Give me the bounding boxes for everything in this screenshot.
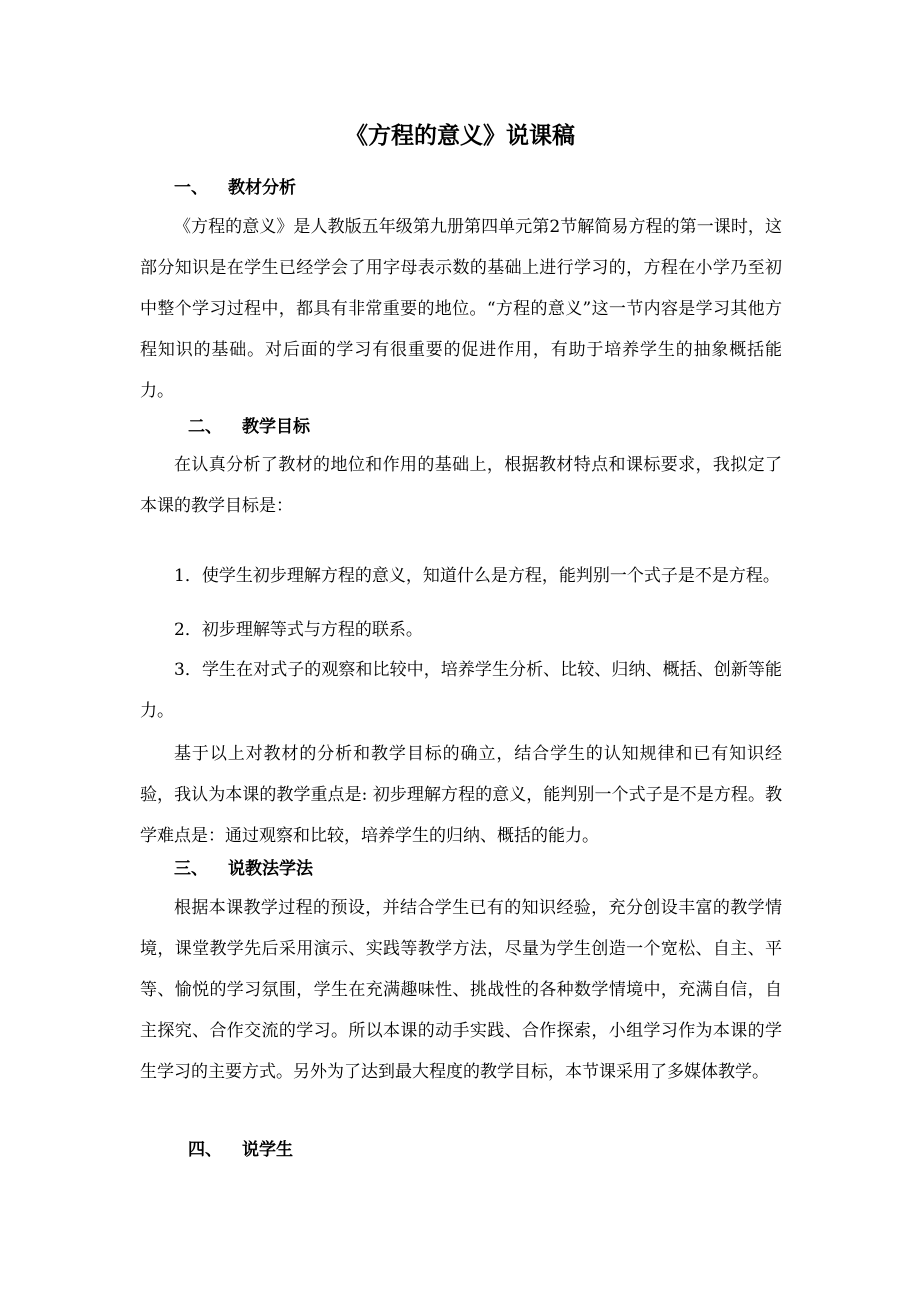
section-heading-3 [174, 855, 313, 883]
list-item: 1．使学生初步理解方程的意义，知道什么是方程，能判别一个式子是不是方程。 [174, 566, 780, 586]
section-heading-2 [188, 413, 310, 441]
section-title: 说教法学法 [228, 859, 313, 879]
section-heading-1 [174, 174, 296, 202]
section-number: 二、 [188, 417, 222, 437]
section-title: 教学目标 [242, 417, 310, 437]
section-heading-4 [188, 1136, 293, 1164]
section-number: 四、 [188, 1140, 222, 1160]
section-title: 说学生 [242, 1140, 293, 1160]
section-number: 三、 [174, 859, 208, 879]
list-item: 3．学生在对式子的观察和比较中，培养学生分析、比较、归纳、概括、创新等能力。 [140, 660, 782, 721]
section-number: 一、 [174, 178, 208, 198]
section-title: 教材分析 [228, 178, 296, 198]
paragraph: 《方程的意义》是人教版五年级第九册第四单元第2节解简易方程的第一课时，这部分知识是在学生已经学会了用字母表示数的基础上进行学习的，方程在小学乃至初中整个学习过程中，都具有非常重要的地位。“方程的意义”这一节内容是学习其他方程知识的基础。对后面的学习有很重要的促进作用，有助于培养学生的抽象概括能力。 [140, 217, 782, 401]
paragraph: 根据本课教学过程的预设，并结合学生已有的知识经验，充分创设丰富的教学情境，课堂教学先后采用演示、实践等教学方法，尽量为学生创造一个宽松、自主、平等、愉悦的学习氛围，学生在充满趣味性、挑战性的各种数学情境中，充满自信，自主探究、合作交流的学习。所以本课的动手实践、合作探索，小组学习作为本课的学生学习的主要方式。另外为了达到最大程度的教学目标，本节课采用了多媒体教学。 [140, 898, 782, 1082]
list-item: 2．初步理解等式与方程的联系。 [174, 620, 423, 640]
paragraph: 基于以上对教材的分析和教学目标的确立，结合学生的认知规律和已有知识经验，我认为本课的教学重点是: 初步理解方程的意义，能判别一个式子是不是方程。教学难点是：通过观察和比较，培养学生的归纳、概括的能力。 [140, 744, 782, 846]
paragraph: 在认真分析了教材的地位和作用的基础上，根据教材特点和课标要求，我拟定了本课的教学目标是： [140, 455, 782, 516]
document-title: 《方程的意义》说课稿 [345, 122, 575, 149]
